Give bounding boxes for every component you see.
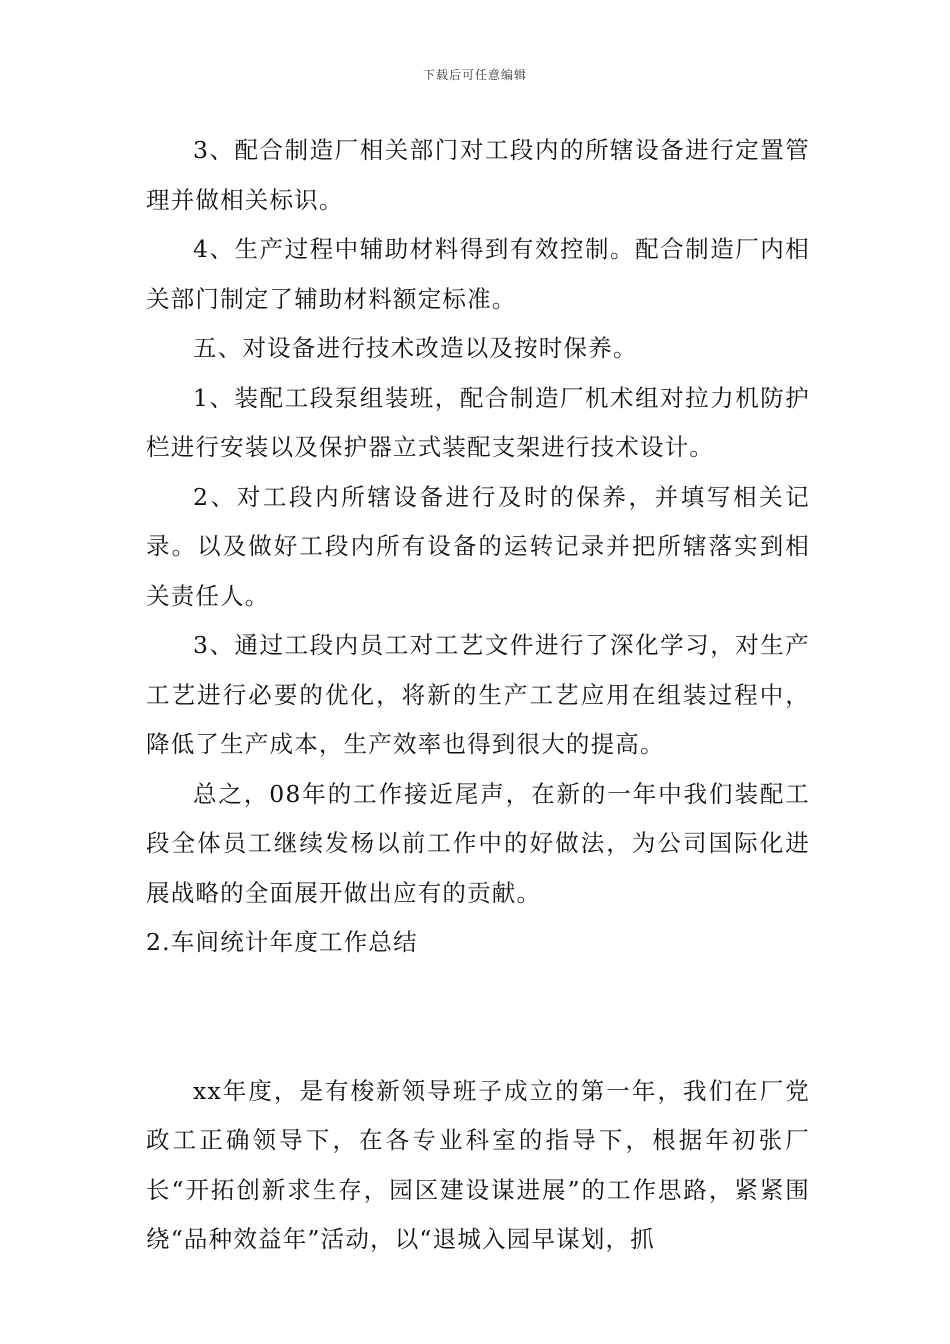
paragraph-item-4-materials: 4、生产过程中辅助材料得到有效控制。配合制造厂内相关部门制定了辅助材料额定标准。 [146,235,810,313]
paragraph-item-3-process: 3、通过工段内员工对工艺文件进行了深化学习，对生产工艺进行必要的优化，将新的生产工艺应用在组装过程中，降低了生产成本，生产效率也得到很大的提高。 [146,631,810,758]
page-header-note: 下载后可任意编辑 [422,68,527,82]
section-heading: 2.车间统计年度工作总结 [146,928,418,956]
paragraph-item-1-assembly: 1、装配工段泵组装班，配合制造厂机术组对拉力机防护栏进行安装以及保护器立式装配支架进行技术设计。 [146,383,810,461]
paragraph-conclusion: 总之，08年的工作接近尾声，在新的一年中我们装配工段全体员工继续发杨以前工作中的好做法，为公司国际化进展战略的全面展开做出应有的贡献。 [146,779,810,907]
document-body [146,126,810,1265]
paragraph-item-2-maintenance: 2、对工段内所辖设备进行及时的保养，并填写相关记录。以及做好工段内所有设备的运转记录并把所辖落实到相关责任人。 [146,482,810,610]
paragraph-item-3-labeling: 3、配合制造厂相关部门对工段内的所辖设备进行定置管理并做相关标识。 [146,136,810,214]
paragraph-section-five: 五、对设备进行技术改造以及按时保养。 [193,334,638,362]
section-paragraph: xx年度，是有梭新领导班子成立的第一年，我们在厂党政工正确领导下，在各专业科室的指导下，根据年初张厂长“开拓创新求生存，园区建设谋进展”的工作思路，紧紧围绕“品种效益年”活动，以“退城入园早谋划，抓 [146,1076,810,1253]
